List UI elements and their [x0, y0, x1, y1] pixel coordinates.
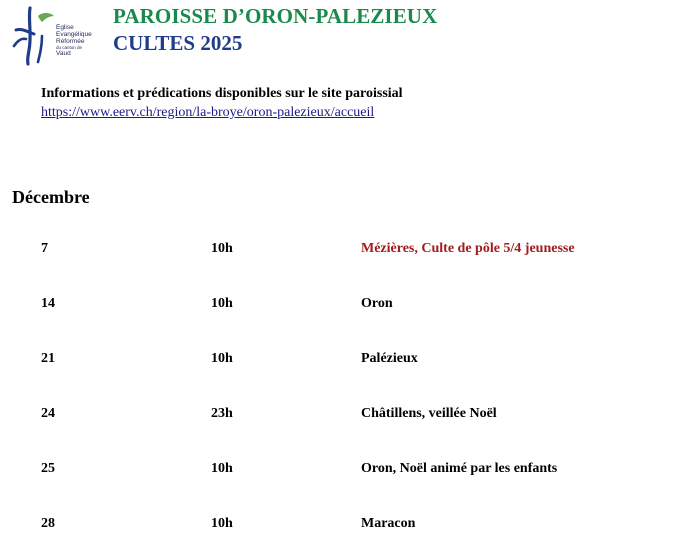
row-time: 23h: [211, 406, 233, 421]
row-place: Oron, Noël animé par les enfants: [361, 461, 558, 476]
logo-line-3: Réformée: [56, 38, 85, 45]
row-time: 10h: [211, 351, 233, 366]
logo-line-4: du canton de: [56, 45, 83, 50]
row-place: Châtillens, veillée Noël: [361, 406, 497, 421]
logo-line-5: Vaud: [56, 50, 71, 57]
row-place: Palézieux: [361, 351, 418, 366]
row-place: Oron: [361, 296, 393, 311]
schedule-row: [0, 351, 698, 371]
row-time: 10h: [211, 461, 233, 476]
month-heading: Décembre: [12, 187, 90, 207]
row-day: 25: [41, 461, 55, 476]
schedule-row: [0, 241, 698, 261]
page-subtitle: CULTES 2025: [113, 31, 243, 55]
logo-text: [56, 24, 92, 57]
row-day: 21: [41, 351, 55, 366]
row-time: 10h: [211, 516, 233, 531]
schedule-row: [0, 406, 698, 426]
logo-line-2: Evangélique: [56, 31, 92, 38]
schedule-row: [0, 516, 698, 536]
row-day: 28: [41, 516, 55, 531]
parish-website-link[interactable]: https://www.eerv.ch/region/la-broye/oron-palezieux/accueil: [41, 105, 375, 120]
row-day: 7: [41, 241, 48, 256]
eerv-logo: [12, 6, 102, 70]
info-text: Informations et prédications disponibles sur le site paroissial: [41, 86, 403, 101]
schedule-row: [0, 296, 698, 316]
logo-line-1: Eglise: [56, 24, 74, 31]
row-time: 10h: [211, 241, 233, 256]
row-place: Mézières, Culte de pôle 5/4 jeunesse: [361, 241, 575, 256]
page-title: PAROISSE D’ORON-PALEZIEUX: [113, 4, 438, 28]
row-time: 10h: [211, 296, 233, 311]
row-day: 14: [41, 296, 55, 311]
schedule-row: [0, 461, 698, 481]
cross-logo-icon: [12, 6, 56, 66]
row-day: 24: [41, 406, 55, 421]
row-place: Maracon: [361, 516, 416, 531]
